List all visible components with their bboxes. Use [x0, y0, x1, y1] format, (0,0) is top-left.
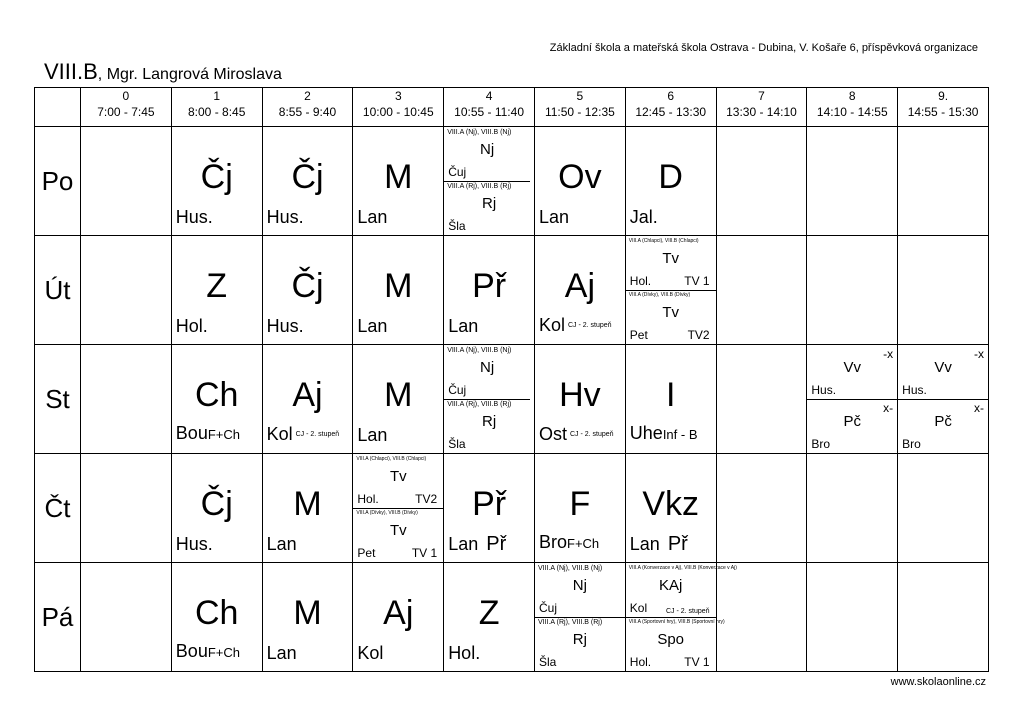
lesson-subject: Pč — [934, 413, 952, 430]
lesson-subject: Čj — [291, 267, 324, 305]
lesson-cell-empty — [898, 454, 989, 563]
period-time: 8:00 - 8:45 — [188, 105, 246, 119]
group-lesson — [444, 399, 534, 453]
lesson-cell-empty — [898, 236, 989, 345]
room-name: Př — [486, 533, 507, 555]
group-lesson — [898, 345, 988, 400]
day-label: St — [35, 345, 81, 454]
lesson-teacher: Hol. — [629, 274, 652, 288]
lesson-cell — [353, 563, 444, 672]
period-header — [716, 88, 807, 127]
lesson-teacher — [176, 641, 240, 663]
lesson-subject: Př — [472, 485, 507, 523]
group-name: VIII.A (Sportovní hry), VIII.B (Sportovní hry) — [628, 619, 725, 625]
lesson-teacher: Hus. — [902, 383, 927, 397]
lesson-cell — [262, 563, 353, 672]
group-name: VIII.A (Rj), VIII.B (Rj) — [537, 619, 603, 626]
period-time: 13:30 - 14:10 — [726, 105, 797, 119]
lesson-teacher: Lan — [266, 534, 297, 554]
room-name: TV 1 — [684, 274, 710, 288]
period-number: 5 — [576, 89, 584, 103]
group-name: VIII.A (Nj), VIII.B (Nj) — [447, 129, 512, 136]
lesson-teacher: Čuj — [538, 601, 557, 615]
lesson-subject: Tv — [662, 304, 680, 321]
group-lesson — [444, 345, 530, 400]
class-heading — [44, 59, 282, 85]
lesson-teacher: Hus. — [175, 207, 213, 227]
period-header — [807, 88, 898, 127]
lesson-teacher: Šla — [538, 655, 557, 669]
lesson-subject: KAj — [659, 577, 683, 594]
school-name: Základní škola a mateřská škola Ostrava - Dubina, V. Košaře 6, příspěvková organizace — [549, 42, 978, 54]
lesson-cell-empty — [81, 454, 172, 563]
lesson-cell — [262, 236, 353, 345]
day-label: Po — [35, 127, 81, 236]
period-number: 6 — [667, 89, 675, 103]
lesson-subject: Čj — [200, 485, 233, 523]
group-name: VIII.A (Rj), VIII.B (Rj) — [447, 401, 512, 408]
period-time: 12:45 - 13:30 — [635, 105, 707, 119]
week-marker: -x — [883, 347, 894, 361]
teacher-name: Uhe — [629, 423, 663, 443]
lesson-teacher: Lan — [357, 207, 388, 227]
group-lesson — [353, 454, 443, 509]
group-lesson — [626, 290, 716, 344]
day-row-pa — [35, 563, 989, 672]
lesson-cell-split — [625, 236, 716, 345]
period-header — [353, 88, 444, 127]
lesson-subject: Tv — [389, 468, 407, 485]
lesson-cell — [353, 127, 444, 236]
lesson-subject: M — [293, 594, 322, 632]
group-lesson — [535, 617, 625, 671]
period-time: 8:55 - 9:40 — [278, 105, 337, 119]
group-lesson — [535, 563, 625, 618]
room-name: TV 1 — [411, 546, 438, 560]
teacher-name: Kol — [538, 314, 565, 335]
lesson-teacher — [630, 534, 688, 554]
lesson-subject: Z — [478, 594, 500, 632]
lesson-subject: Čj — [291, 158, 324, 196]
teacher-name: Bou — [175, 423, 208, 443]
day-row-st — [35, 345, 989, 454]
lesson-cell-split — [444, 127, 535, 236]
group-lesson — [807, 345, 897, 400]
lesson-cell — [171, 454, 262, 563]
lesson-cell — [444, 454, 535, 563]
group-lesson — [807, 399, 897, 453]
lesson-teacher: Lan — [448, 316, 479, 336]
period-number: 9. — [938, 89, 949, 103]
lesson-subject: Ch — [194, 594, 239, 632]
lesson-cell-empty — [898, 563, 989, 672]
lesson-teacher: Hus. — [175, 534, 213, 554]
group-lesson — [353, 508, 443, 562]
lesson-teacher — [539, 532, 599, 554]
corner-cell — [35, 88, 81, 127]
lesson-subject: Čj — [200, 158, 233, 196]
period-header — [262, 88, 353, 127]
lesson-teacher: Lan — [266, 643, 297, 663]
room-name: F+Ch — [207, 427, 240, 442]
lesson-cell-empty — [716, 127, 807, 236]
group-name: VIII.A (Dívky), VIII.B (Dívky) — [356, 510, 418, 516]
lesson-cell — [534, 236, 625, 345]
room-name: TV 1 — [684, 655, 710, 669]
lesson-subject: D — [658, 158, 683, 196]
period-time: 10:55 - 11:40 — [454, 105, 524, 119]
room-name: Inf - B — [662, 427, 698, 442]
group-name: VIII.A (Nj), VIII.B (Nj) — [537, 565, 603, 572]
day-row-ut — [35, 236, 989, 345]
period-header — [898, 88, 989, 127]
lesson-teacher: Hus. — [266, 207, 304, 227]
lesson-subject: I — [665, 376, 676, 414]
lesson-cell — [625, 454, 716, 563]
room-name: CJ - 2. stupeň — [568, 322, 612, 329]
lesson-cell-empty — [807, 454, 898, 563]
lesson-teacher: Jal. — [629, 207, 658, 227]
group-name: VIII.A (Chlapci), VIII.B (Chlapci) — [356, 456, 427, 462]
room-name: CJ - 2. stupeň — [666, 608, 710, 615]
period-header — [171, 88, 262, 127]
lesson-subject: Spo — [657, 631, 685, 648]
lesson-teacher: Hus. — [811, 383, 837, 397]
lesson-teacher: Pet — [357, 546, 376, 560]
group-name: VIII.A (Chlapci), VIII.B (Chlapci) — [628, 238, 699, 244]
lesson-teacher: Hol. — [175, 316, 208, 336]
lesson-subject: Z — [206, 267, 228, 305]
lesson-subject: M — [384, 267, 413, 305]
period-number: 7 — [758, 89, 765, 103]
lesson-subject: Vv — [843, 359, 862, 376]
lesson-teacher — [267, 424, 340, 445]
period-number: 3 — [394, 89, 402, 103]
lesson-subject: Hv — [559, 376, 601, 414]
teacher-name: Kol — [266, 423, 293, 444]
week-marker: x- — [883, 401, 894, 415]
lesson-cell-empty — [81, 563, 172, 672]
lesson-cell-split — [534, 563, 625, 672]
lesson-cell — [171, 236, 262, 345]
lesson-teacher: Lan — [538, 207, 570, 227]
lesson-subject: Rj — [572, 631, 587, 648]
lesson-teacher — [539, 315, 612, 336]
group-lesson — [626, 617, 725, 671]
day-row-ct — [35, 454, 989, 563]
lesson-cell — [444, 236, 535, 345]
lesson-cell-empty — [716, 454, 807, 563]
day-label: Čt — [35, 454, 81, 563]
lesson-subject: M — [384, 376, 413, 414]
lesson-teacher: Lan — [357, 425, 388, 445]
lesson-teacher: Bro — [811, 437, 831, 451]
period-number: 1 — [213, 89, 221, 103]
room-name: CJ - 2. stupeň — [295, 431, 340, 438]
class-teacher: , Mgr. Langrová Miroslava — [97, 66, 282, 83]
lesson-teacher: Kol — [629, 601, 648, 615]
lesson-subject: Vv — [934, 359, 952, 376]
lesson-teacher: Hol. — [629, 655, 652, 669]
lesson-cell — [262, 345, 353, 454]
room-name: Př — [667, 533, 688, 555]
group-name: VIII.A (Dívky), VIII.B (Dívky) — [628, 292, 691, 298]
lesson-cell-empty — [81, 127, 172, 236]
lesson-subject: Ch — [194, 376, 239, 414]
lesson-cell — [171, 345, 262, 454]
group-lesson — [626, 236, 716, 291]
lesson-subject: Aj — [383, 594, 414, 632]
room-name: TV2 — [415, 492, 438, 506]
lesson-cell-empty — [807, 236, 898, 345]
period-number: 8 — [848, 89, 856, 103]
lesson-cell — [534, 127, 625, 236]
lesson-cell-empty — [81, 345, 172, 454]
lesson-cell-split — [444, 345, 535, 454]
room-name: TV2 — [687, 328, 710, 342]
footer-link[interactable]: www.skolaonline.cz — [890, 676, 986, 688]
lesson-subject: Aj — [564, 267, 595, 305]
lesson-cell-empty — [898, 127, 989, 236]
lesson-subject: Ov — [558, 158, 602, 196]
lesson-cell — [353, 345, 444, 454]
week-marker: x- — [973, 401, 984, 415]
lesson-teacher: Hus. — [266, 316, 304, 336]
period-header — [81, 88, 172, 127]
lesson-subject: Pč — [843, 413, 862, 430]
group-name: VIII.A (Nj), VIII.B (Nj) — [447, 347, 512, 354]
lesson-teacher: Pet — [629, 328, 648, 342]
lesson-cell — [262, 127, 353, 236]
header-row — [35, 88, 989, 127]
lesson-cell — [262, 454, 353, 563]
lesson-cell — [353, 236, 444, 345]
lesson-subject: Nj — [572, 577, 587, 594]
room-name: CJ - 2. stupeň — [570, 431, 614, 438]
lesson-cell-split — [898, 345, 989, 454]
day-label: Út — [35, 236, 81, 345]
lesson-subject: Nj — [480, 359, 495, 376]
teacher-name: Lan — [629, 534, 660, 554]
period-number: 2 — [304, 89, 311, 103]
room-name: F+Ch — [567, 536, 600, 551]
lesson-teacher: Lan — [357, 316, 388, 336]
lesson-cell-split — [625, 563, 737, 672]
group-lesson — [898, 399, 988, 453]
lesson-teacher — [176, 423, 240, 445]
week-marker: -x — [973, 347, 984, 361]
teacher-name: Bro — [538, 532, 567, 552]
lesson-subject: F — [569, 485, 591, 523]
lesson-teacher: Hol. — [448, 643, 481, 663]
lesson-cell-empty — [807, 563, 898, 672]
lesson-subject: Vkz — [642, 485, 700, 523]
lesson-subject: Tv — [389, 522, 407, 539]
lesson-subject: Aj — [292, 376, 323, 414]
lesson-teacher: Čuj — [448, 165, 467, 179]
lesson-teacher: Hol. — [357, 492, 379, 506]
lesson-teacher — [448, 534, 506, 554]
period-time: 10:00 - 10:45 — [362, 105, 434, 119]
group-name: VIII.A (Rj), VIII.B (Rj) — [447, 183, 512, 190]
lesson-teacher — [630, 423, 698, 445]
lesson-cell-empty — [716, 563, 807, 672]
lesson-teacher: Bro — [902, 437, 921, 451]
timetable — [34, 87, 989, 672]
period-number: 0 — [122, 89, 130, 103]
class-name: VIII.B — [44, 59, 98, 84]
lesson-cell-empty — [716, 345, 807, 454]
lesson-subject: Rj — [482, 413, 497, 430]
lesson-cell-empty — [807, 127, 898, 236]
lesson-teacher: Šla — [448, 219, 466, 233]
day-label: Pá — [35, 563, 81, 672]
day-row-po — [35, 127, 989, 236]
teacher-name: Lan — [448, 534, 479, 554]
lesson-cell — [171, 563, 262, 672]
room-name: F+Ch — [207, 645, 240, 660]
teacher-name: Bou — [175, 641, 208, 661]
lesson-cell — [171, 127, 262, 236]
lesson-teacher: Šla — [448, 437, 466, 451]
teacher-name: Ost — [538, 423, 567, 444]
lesson-subject: M — [384, 158, 413, 196]
lesson-cell — [625, 345, 716, 454]
lesson-teacher: Čuj — [448, 383, 467, 397]
lesson-teacher: Kol — [357, 643, 384, 663]
period-header — [444, 88, 535, 127]
lesson-teacher — [539, 424, 614, 445]
group-lesson — [444, 181, 534, 235]
lesson-cell — [625, 127, 716, 236]
lesson-subject: Př — [472, 267, 507, 305]
period-time: 7:00 - 7:45 — [97, 105, 155, 119]
lesson-cell-split — [807, 345, 898, 454]
period-time: 11:50 - 12:35 — [544, 105, 615, 119]
lesson-subject: Nj — [480, 141, 495, 158]
lesson-subject: M — [293, 485, 322, 523]
lesson-cell-empty — [81, 236, 172, 345]
lesson-subject: Tv — [662, 250, 680, 267]
group-lesson — [626, 563, 737, 618]
group-lesson — [444, 127, 530, 182]
lesson-cell — [444, 563, 535, 672]
lesson-cell — [534, 345, 625, 454]
period-header — [625, 88, 716, 127]
period-number: 4 — [485, 89, 493, 103]
period-header — [534, 88, 625, 127]
lesson-cell-split — [353, 454, 444, 563]
lesson-cell — [534, 454, 625, 563]
group-name: VIII.A (Konverzace v Aj), VIII.B (Konverzace v Aj) — [628, 565, 737, 571]
lesson-cell-empty — [716, 236, 807, 345]
period-time: 14:55 - 15:30 — [907, 105, 979, 119]
lesson-subject: Rj — [482, 195, 497, 212]
period-time: 14:10 - 14:55 — [816, 105, 888, 119]
